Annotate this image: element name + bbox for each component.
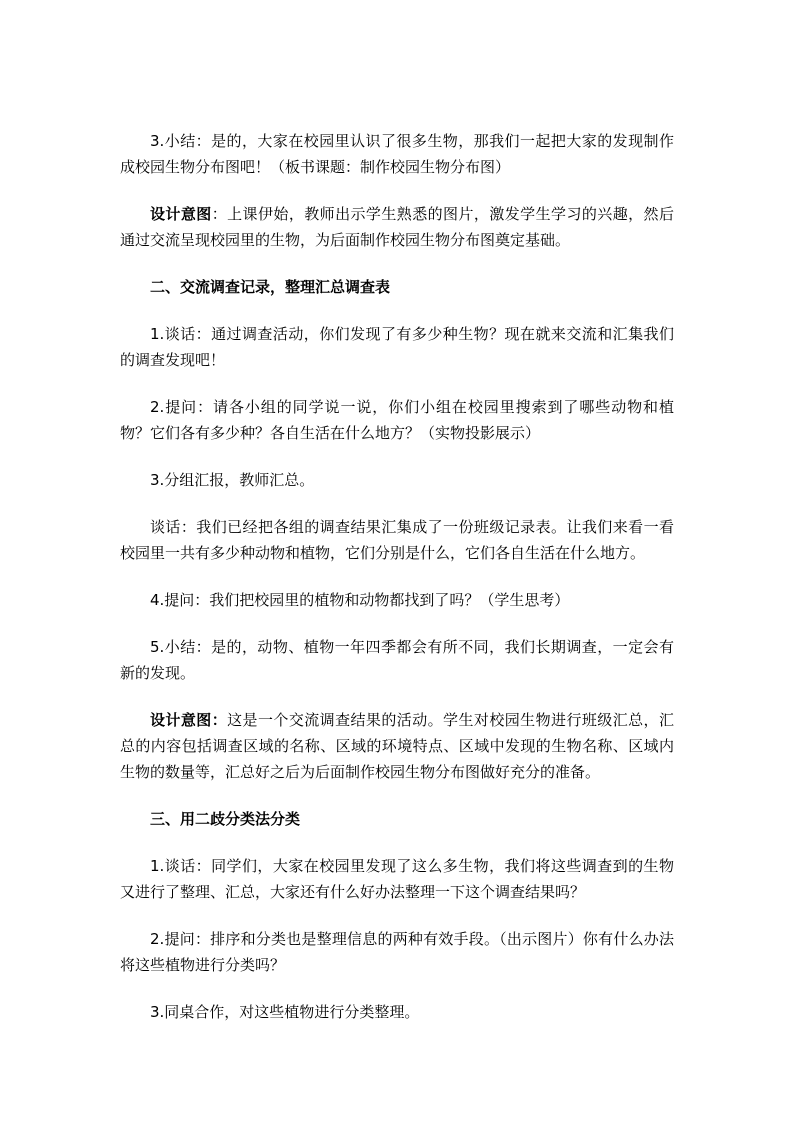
question-paragraph-1: 2.提问：请各小组的同学说一说，你们小组在校园里搜索到了哪些动物和植物？它们各有多少种？各自生活在什么地方？（实物投影展示） (120, 398, 674, 442)
cooperation-paragraph: 3.同桌合作，对这些植物进行分类整理。 (150, 1003, 420, 1021)
talk-paragraph-1: 1.谈话：通过调查活动，你们发现了有多少种生物？现在就来交流和汇集我们的调查发现吧！ (120, 325, 674, 369)
question-paragraph-2: 4.提问：我们把校园里的植物和动物都找到了吗？（学生思考） (150, 591, 570, 609)
talk-paragraph-3: 1.谈话：同学们，大家在校园里发现了这么多生物，我们将这些调查到的生物又进行了整理、汇总，大家还有什么好办法整理一下这个调查结果吗？ (120, 857, 674, 901)
design-intent-paragraph-2 (120, 707, 674, 785)
question-paragraph-3: 2.提问：排序和分类也是整理信息的两种有效手段。（出示图片）你有什么办法将这些植物进行分类吗？ (120, 930, 674, 974)
design-intent-paragraph-1 (120, 201, 674, 253)
design-intent-label-1: 设计意图 (150, 205, 212, 223)
report-paragraph: 3.分组汇报，教师汇总。 (150, 471, 315, 489)
summary-paragraph-2: 5.小结：是的，动物、植物一年四季都会有所不同，我们长期调查，一定会有新的发现。 (120, 638, 674, 682)
design-intent-label-2: 设计意图： (150, 711, 228, 729)
section-heading-2: 二、交流调查记录，整理汇总调查表 (150, 278, 391, 296)
design-intent-text-1: ：上课伊始，教师出示学生熟悉的图片，激发学生学习的兴趣，然后通过交流呈现校园里的生物，为后面制作校园生物分布图奠定基础。 (120, 205, 674, 249)
section-heading-3: 三、用二歧分类法分类 (150, 810, 301, 828)
summary-paragraph-1: 3.小结：是的，大家在校园里认识了很多生物，那我们一起把大家的发现制作成校园生物分布图吧！（板书课题：制作校园生物分布图） (120, 132, 674, 176)
design-intent-text-2: 这是一个交流调查结果的活动。学生对校园生物进行班级汇总，汇总的内容包括调查区域的名称、区域的环境特点、区域中发现的生物名称、区域内生物的数量等，汇总好之后为后面制作校园生物分布图做好充分的准备。 (120, 711, 674, 781)
talk-paragraph-2: 谈话：我们已经把各组的调查结果汇集成了一份班级记录表。让我们来看一看校园里一共有多少种动物和植物，它们分别是什么，它们各自生活在什么地方。 (120, 518, 674, 562)
